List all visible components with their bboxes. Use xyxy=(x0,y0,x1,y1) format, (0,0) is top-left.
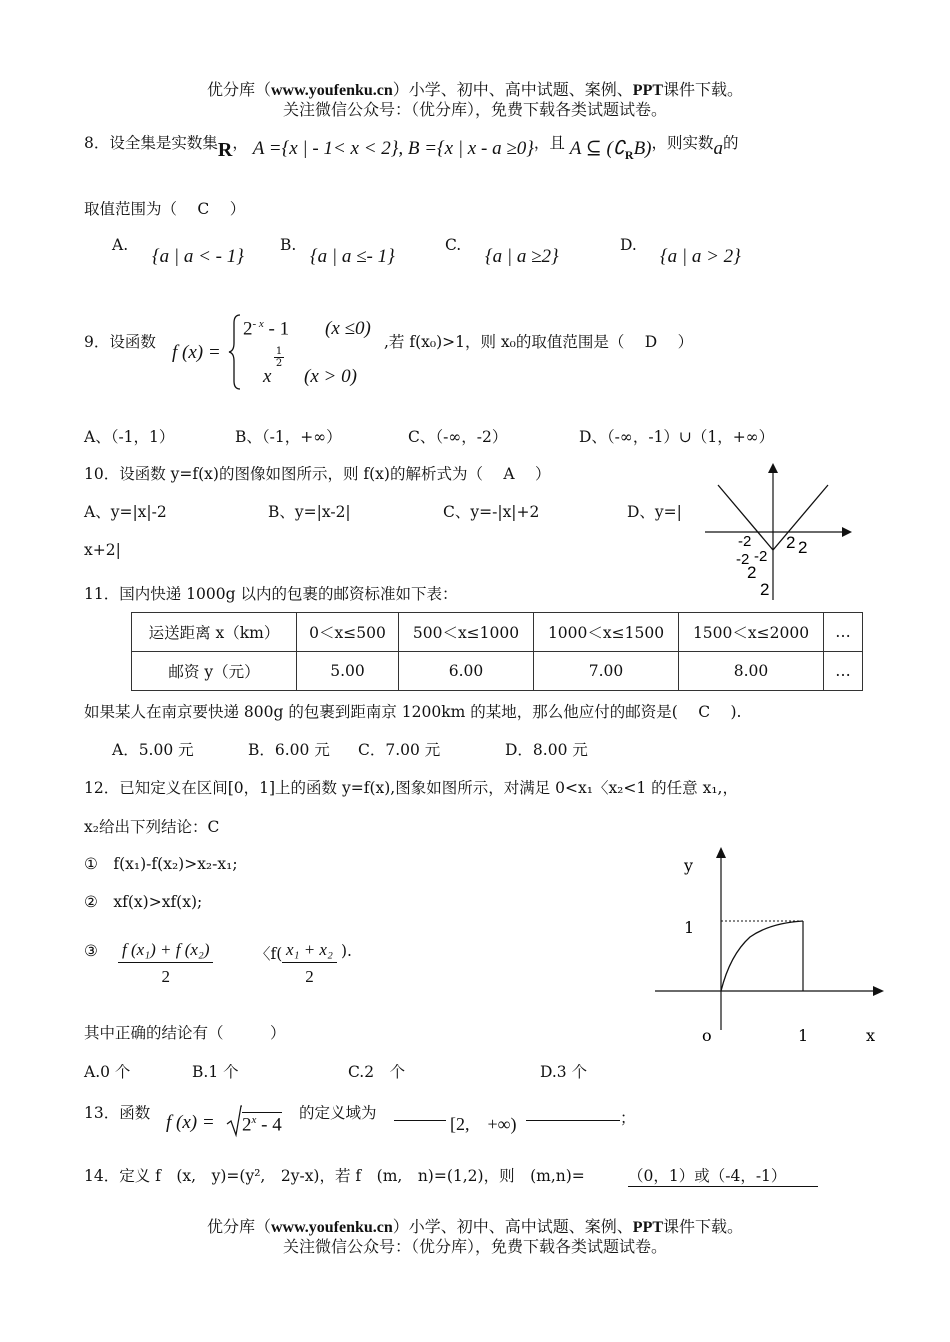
table-row xyxy=(132,652,863,691)
table-cell: 1500＜x≤2000 xyxy=(679,613,824,652)
case1-rest: - 1 xyxy=(263,318,290,340)
q12-conclusion-3-frac1 xyxy=(118,940,213,987)
table-cell: 0＜x≤500 xyxy=(297,613,399,652)
q13-blank-right xyxy=(526,1120,620,1121)
q8-option-b-expr: {a | a ≤- 1} xyxy=(310,246,395,267)
graph-label: 2 xyxy=(747,563,757,582)
q9-option-b: B、（-1，+∞） xyxy=(235,428,342,446)
q8-option-b xyxy=(280,236,296,254)
q9-option-d: D、（-∞，-1）∪（1，+∞） xyxy=(579,428,775,446)
radicand-rest: - 4 xyxy=(256,1114,282,1136)
q8-option-d xyxy=(620,236,637,254)
graph-label: -2 xyxy=(736,551,750,568)
q12-option-c: C.2 个 xyxy=(348,1063,406,1081)
q8-option-d-expr: {a | a > 2} xyxy=(660,246,741,267)
footer-text: ）小学、初中、高中试题、案例、 xyxy=(392,1219,633,1236)
q8-real-set: R xyxy=(217,139,233,161)
q12-conclusion-3-frac2 xyxy=(282,940,337,987)
q14-answer: （0，1）或（-4，-1） xyxy=(628,1164,818,1187)
q9-case2-cond: (x > 0) xyxy=(304,366,357,387)
q11-option-b: B．6.00 元 xyxy=(248,741,330,759)
frac-den: 2 xyxy=(305,967,314,986)
q8-sep: ， xyxy=(232,134,248,152)
q12-stem-2: x₂给出下列结论：C xyxy=(84,818,220,836)
one-x-label: 1 xyxy=(798,1026,809,1045)
q10-stem: 10．设函数 y=f(x)的图像如图所示，则 f(x)的解析式为（ A ） xyxy=(84,465,551,483)
q9-case1 xyxy=(243,318,289,340)
q13-prefix: 13．函数 xyxy=(84,1104,151,1122)
table-cell: … xyxy=(824,613,863,652)
table-cell: … xyxy=(824,652,863,691)
q10-option-a: A、y=|x|-2 xyxy=(84,503,167,521)
q12-stem-1: 12．已知定义在区间[0，1]上的函数 y=f(x),图象如图所示，对满足 0<x₁〈x₂<1 的任意 x₁,， xyxy=(84,779,738,797)
table-row xyxy=(132,613,863,652)
q14-stem: 14．定义 f (x, y)=(y², 2y-x)，若 f (m, n)=(1,2)，则 (m,n)= xyxy=(84,1167,585,1185)
table-cell: 邮资 y（元） xyxy=(132,652,297,691)
sqrt-icon xyxy=(226,1104,242,1138)
q10-graph xyxy=(700,460,860,605)
q9-suffix: ,若 f(x₀)>1，则 x₀的取值范围是（ D ） xyxy=(384,333,694,351)
q8-option-c-expr: {a | a ≥2} xyxy=(485,246,559,267)
exp-num: 1 xyxy=(275,346,283,357)
radicand-exp: x xyxy=(251,1114,257,1126)
q12-option-d: D.3 个 xyxy=(540,1063,588,1081)
graph-label: 2 xyxy=(798,538,808,557)
q12-question: 其中正确的结论有（ ） xyxy=(84,1024,286,1042)
q8-subset-end: B) xyxy=(633,138,652,159)
q8-option-c xyxy=(445,236,461,254)
table-cell: 运送距离 x（km） xyxy=(132,613,297,652)
header-text: 课件下载。 xyxy=(663,82,744,99)
header-text: ）小学、初中、高中试题、案例、 xyxy=(392,82,633,99)
header-url[interactable]: www.youfenku.cn xyxy=(270,82,393,99)
table-cell: 5.00 xyxy=(297,652,399,691)
q9-case2-exp xyxy=(274,346,284,369)
y-label: y xyxy=(684,856,694,875)
q11-question: 如果某人在南京要快递 800g 的包裹到距南京 1200km 的某地，那么他应付的邮资是( C ). xyxy=(84,703,742,721)
graph-label: 2 xyxy=(760,580,770,599)
graph-label: -2 xyxy=(754,548,768,565)
one-y-label: 1 xyxy=(684,918,695,937)
q13-end: ； xyxy=(620,1109,636,1127)
exp-den: 2 xyxy=(275,358,283,369)
q13-blank-left xyxy=(394,1120,446,1121)
q10-option-d: D、y=| xyxy=(627,503,682,521)
graph-label: 2 xyxy=(786,533,796,552)
case2-base: x xyxy=(263,366,272,387)
x-label: x xyxy=(866,1026,876,1045)
footer-text: 优分库（ xyxy=(206,1219,271,1236)
graph-curve xyxy=(721,921,803,991)
q13-fx: f (x) = xyxy=(166,1112,215,1133)
frac-den: 2 xyxy=(161,967,170,986)
header-ppt: PPT xyxy=(632,82,664,99)
y-axis-arrow-icon xyxy=(768,463,778,473)
footer-text: 课件下载。 xyxy=(663,1219,744,1236)
frac-num: f (x₁) + f (x₂) xyxy=(118,940,213,963)
graph-label: -2 xyxy=(738,533,752,550)
q8-tail: ，则实数 xyxy=(651,134,714,152)
q12-conclusion-1: ① f(x₁)-f(x₂)>x₂-x₁; xyxy=(84,855,238,873)
q12-graph xyxy=(650,845,890,1055)
q12-option-a: A.0 个 xyxy=(84,1063,131,1081)
q9-prefix: 9．设函数 xyxy=(84,333,156,351)
q11-stem: 11．国内快递 1000g 以内的包裹的邮资标准如下表： xyxy=(84,585,458,603)
header-text: 优分库（ xyxy=(206,82,271,99)
q8-de: 的 xyxy=(723,134,739,152)
postage-table xyxy=(131,612,863,691)
q9-case2 xyxy=(263,366,271,388)
q12-conclusion-2: ② xf(x)>xf(x); xyxy=(84,893,203,911)
option-label: B. xyxy=(280,236,297,254)
option-label: C. xyxy=(445,236,462,254)
footer-ppt: PPT xyxy=(632,1219,664,1236)
case1-base: 2 xyxy=(243,318,253,340)
q8-stem xyxy=(84,131,739,162)
q11-option-d: D．8.00 元 xyxy=(505,741,588,759)
q8-prefix: 8．设全集是实数集 xyxy=(84,134,218,152)
q13-answer: [2, +∞) xyxy=(450,1114,517,1134)
option-label: A. xyxy=(112,236,129,254)
q13-radicand xyxy=(242,1112,282,1136)
q12-conclusion-3-mid: 〈f( xyxy=(255,945,283,963)
option-label: D. xyxy=(620,236,637,254)
q8-line2: 取值范围为（ C ） xyxy=(84,200,246,218)
q8-subset-a: A ⊆ (∁ xyxy=(569,138,625,159)
q12-conclusion-3-mark: ③ xyxy=(84,942,98,960)
q8-subset-r: R xyxy=(624,147,634,162)
q9-fx: f (x) = xyxy=(172,342,221,363)
table-cell: 500＜x≤1000 xyxy=(399,613,534,652)
table-cell: 1000＜x≤1500 xyxy=(534,613,679,652)
table-cell: 7.00 xyxy=(534,652,679,691)
y-axis-arrow-icon xyxy=(716,847,726,858)
frac-num: x₁ + x₂ xyxy=(282,940,337,963)
q12-conclusion-3-end: ). xyxy=(341,942,352,960)
q13-mid: 的定义域为 xyxy=(299,1104,377,1122)
x-axis-arrow-icon xyxy=(873,986,884,996)
q8-subset xyxy=(569,138,652,162)
q9-brace xyxy=(228,313,242,391)
x-axis-arrow-icon xyxy=(842,527,852,537)
header-line-2: 关注微信公众号：（优分库），免费下载各类试题试卷。 xyxy=(282,102,667,119)
q11-option-a: A．5.00 元 xyxy=(112,741,194,759)
q8-option-a-expr: {a | a < - 1} xyxy=(152,246,244,267)
q10-option-c: C、y=-|x|+2 xyxy=(443,503,540,521)
q9-option-a: A、（-1，1） xyxy=(84,428,175,446)
radicand-base: 2 xyxy=(242,1114,252,1136)
table-cell: 6.00 xyxy=(399,652,534,691)
q11-option-c: C．7.00 元 xyxy=(358,741,441,759)
q10-option-d-wrap: x+2| xyxy=(84,541,121,559)
q9-option-c: C、（-∞，-2） xyxy=(408,428,508,446)
q8-option-a xyxy=(112,236,128,254)
q8-sep2: ，且 xyxy=(533,134,565,152)
q12-option-b: B.1 个 xyxy=(192,1063,239,1081)
q8-var-a: a xyxy=(713,138,724,159)
q10-option-b: B、y=|x-2| xyxy=(268,503,351,521)
footer-line-2: 关注微信公众号：（优分库），免费下载各类试题试卷。 xyxy=(282,1239,667,1256)
table-cell: 8.00 xyxy=(679,652,824,691)
case1-exp: - x xyxy=(252,318,264,330)
q9-case1-cond: (x ≤0) xyxy=(325,318,371,339)
footer-url[interactable]: www.youfenku.cn xyxy=(270,1219,393,1236)
origin-label: o xyxy=(702,1026,712,1045)
q8-sets: A ={x | - 1< x < 2}, B ={x | x - a ≥0} xyxy=(252,138,534,159)
